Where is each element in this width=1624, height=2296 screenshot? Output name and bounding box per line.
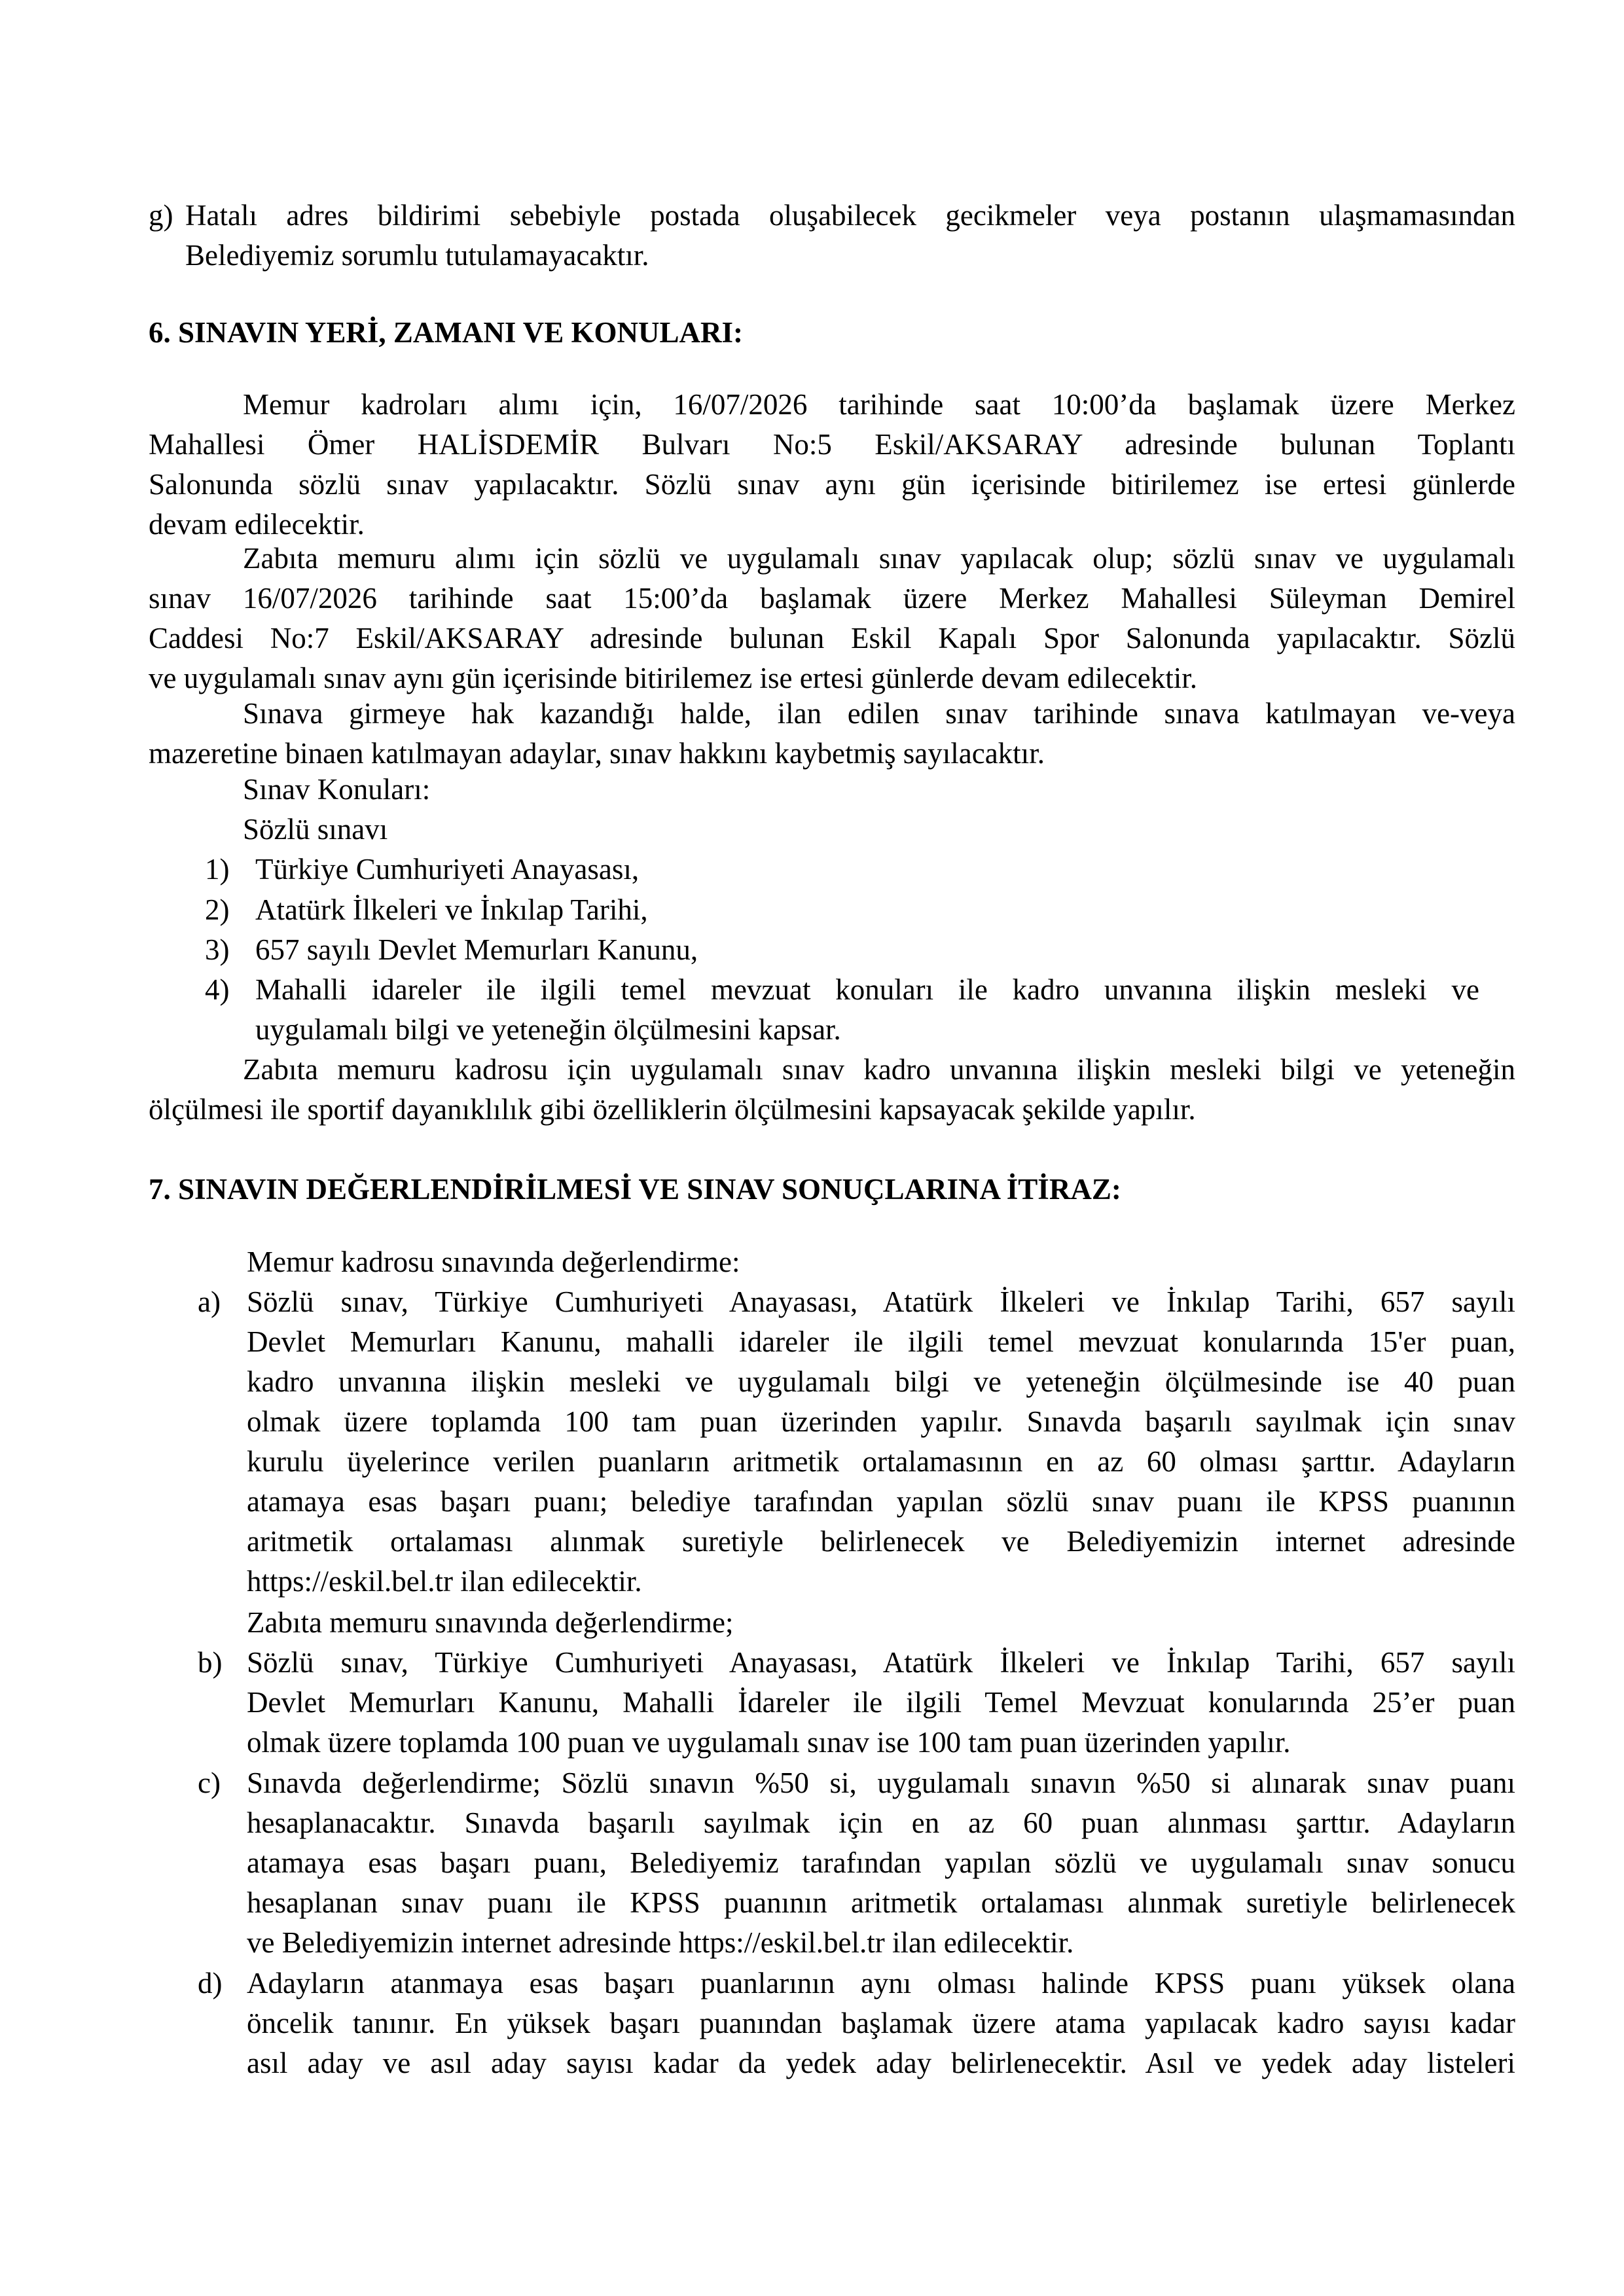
text-line: Caddesi No:7 Eskil/AKSARAY adresinde bulunan Eskil Kapalı Spor Salonunda yapılacaktır. Sözlü	[149, 622, 1515, 655]
list-marker-c: c)	[198, 1767, 221, 1799]
list-marker-b: b)	[198, 1646, 223, 1679]
list-marker-d: d)	[198, 1967, 223, 2000]
paragraph-memur-exam-place	[149, 385, 1515, 545]
text-line: hesaplanacaktır. Sınavda başarılı sayılmak için en az 60 puan alınması şarttır. Adayların	[247, 1806, 1515, 1839]
subject-item-1: Türkiye Cumhuriyeti Anayasası,	[255, 853, 640, 886]
oral-exam-label: Sözlü sınavı	[243, 813, 388, 846]
text-line: atamaya esas başarı puanı, Belediyemiz tarafından yapılan sözlü ve uygulamalı sınav sonucu	[247, 1846, 1515, 1879]
evaluation-item-a	[247, 1282, 1515, 1602]
text-line: Sözlü sınav, Türkiye Cumhuriyeti Anayasası, Atatürk İlkeleri ve İnkılap Tarihi, 657 sayılı	[247, 1285, 1515, 1318]
text-line: Memur kadroları alımı için, 16/07/2026 tarihinde saat 10:00’da başlamak üzere Merkez	[243, 388, 1515, 421]
text-line: atamaya esas başarı puanı; belediye tarafından yapılan sözlü sınav puanı ile KPSS puanının	[247, 1485, 1515, 1518]
text-line: mazeretine binaen katılmayan adaylar, sınav hakkını kaybetmiş sayılacaktır.	[149, 737, 1045, 770]
text-line: Devlet Memurları Kanunu, mahalli idareler ile ilgili temel mevzuat konularında 15'er puan,	[247, 1325, 1515, 1358]
text-line: Hatalı adres bildirimi sebebiyle postada oluşabilecek gecikmeler veya postanın ulaşmamasından	[185, 199, 1515, 232]
text-line: kadro unvanına ilişkin mesleki ve uygulamalı bilgi ve yeteneğin ölçülmesinde ise 40 puan	[247, 1365, 1515, 1398]
text-line: Adayların atanmaya esas başarı puanlarının aynı olması halinde KPSS puanı yüksek olana	[247, 1967, 1515, 2000]
text-line: Belediyemiz sorumlu tutulamayacaktır.	[185, 239, 649, 272]
list-marker-4: 4)	[205, 973, 230, 1006]
text-line: sınav 16/07/2026 tarihinde saat 15:00’da başlamak üzere Merkez Mahallesi Süleyman Demirel	[149, 582, 1515, 615]
paragraph-zabita-exam-place	[149, 539, 1515, 698]
text-line: kurulu üyelerince verilen puanların aritmetik ortalamasının en az 60 olması şarttır. Adayların	[247, 1445, 1515, 1478]
text-line: Devlet Memurları Kanunu, Mahalli İdareler ile ilgili Temel Mevzuat konularında 25’er puan	[247, 1686, 1515, 1719]
paragraph-zabita-practical	[149, 1050, 1515, 1130]
text-line: olmak üzere toplamda 100 tam puan üzerinden yapılır. Sınavda başarılı sayılmak için sınav	[247, 1405, 1515, 1438]
evaluation-item-d	[247, 1964, 1515, 2083]
text-line: uygulamalı bilgi ve yeteneğin ölçülmesini kapsar.	[255, 1013, 841, 1046]
text-line: Mahalli idareler ile ilgili temel mevzuat konuları ile kadro unvanına ilişkin mesleki ve	[255, 973, 1479, 1006]
text-line: Mahallesi Ömer HALİSDEMİR Bulvarı No:5 Eskil/AKSARAY adresinde bulunan Toplantı	[149, 428, 1515, 461]
text-line: devam edilecektir.	[149, 508, 365, 541]
subject-item-2: Atatürk İlkeleri ve İnkılap Tarihi,	[255, 893, 648, 926]
text-line: ölçülmesi ile sportif dayanıklılık gibi özelliklerin ölçülmesini kapsayacak şekilde yapılır.	[149, 1093, 1196, 1126]
list-marker-2: 2)	[205, 893, 230, 926]
text-line: olmak üzere toplamda 100 puan ve uygulamalı sınav ise 100 tam puan üzerinden yapılır.	[247, 1726, 1291, 1759]
text-line: öncelik tanınır. En yüksek başarı puanından başlamak üzere atama yapılacak kadro sayısı kadar	[247, 2007, 1515, 2039]
list-marker-1: 1)	[205, 853, 230, 886]
evaluation-item-c	[247, 1763, 1515, 1963]
text-line: Sözlü sınav, Türkiye Cumhuriyeti Anayasası, Atatürk İlkeleri ve İnkılap Tarihi, 657 sayılı	[247, 1646, 1515, 1679]
subject-item-4	[255, 970, 1479, 1050]
section-7-heading: 7. SINAVIN DEĞERLENDİRİLMESİ VE SINAV SONUÇLARINA İTİRAZ:	[149, 1173, 1121, 1206]
list-item-g	[185, 196, 1515, 276]
text-line: asıl aday ve asıl aday sayısı kadar da yedek aday belirlenecektir. Asıl ve yedek aday listeleri	[247, 2047, 1515, 2079]
text-line: Sınava girmeye hak kazandığı halde, ilan edilen sınav tarihinde sınava katılmayan ve-veya	[243, 697, 1515, 730]
text-line: Zabıta memuru kadrosu için uygulamalı sınav kadro unvanına ilişkin mesleki bilgi ve yeteneğin	[243, 1053, 1515, 1086]
memur-evaluation-label: Memur kadrosu sınavında değerlendirme:	[247, 1246, 740, 1278]
list-marker-a: a)	[198, 1285, 221, 1318]
subjects-label: Sınav Konuları:	[243, 773, 431, 806]
subject-item-3: 657 sayılı Devlet Memurları Kanunu,	[255, 933, 698, 966]
list-marker-g: g)	[149, 199, 173, 232]
text-line: ve Belediyemizin internet adresinde https://eskil.bel.tr ilan edilecektir.	[247, 1926, 1074, 1959]
zabita-evaluation-label: Zabıta memuru sınavında değerlendirme;	[247, 1606, 734, 1639]
text-line: ve uygulamalı sınav aynı gün içerisinde bitirilemez ise ertesi günlerde devam edilecektir.	[149, 662, 1197, 694]
paragraph-absence	[149, 694, 1515, 774]
text-line: aritmetik ortalaması alınmak suretiyle belirlenecek ve Belediyemizin internet adresinde	[247, 1525, 1515, 1558]
text-line: https://eskil.bel.tr ilan edilecektir.	[247, 1565, 642, 1598]
section-6-heading: 6. SINAVIN YERİ, ZAMANI VE KONULARI:	[149, 316, 744, 349]
text-line: Sınavda değerlendirme; Sözlü sınavın %50 si, uygulamalı sınavın %50 si alınarak sınav puanı	[247, 1767, 1515, 1799]
list-marker-3: 3)	[205, 933, 230, 966]
evaluation-item-b	[247, 1643, 1515, 1763]
text-line: hesaplanan sınav puanı ile KPSS puanının aritmetik ortalaması alınmak suretiyle belirlenecek	[247, 1886, 1515, 1919]
text-line: Salonunda sözlü sınav yapılacaktır. Sözlü sınav aynı gün içerisinde bitirilemez ise ertesi günlerde	[149, 468, 1515, 501]
text-line: Zabıta memuru alımı için sözlü ve uygulamalı sınav yapılacak olup; sözlü sınav ve uygulamalı	[243, 542, 1515, 575]
